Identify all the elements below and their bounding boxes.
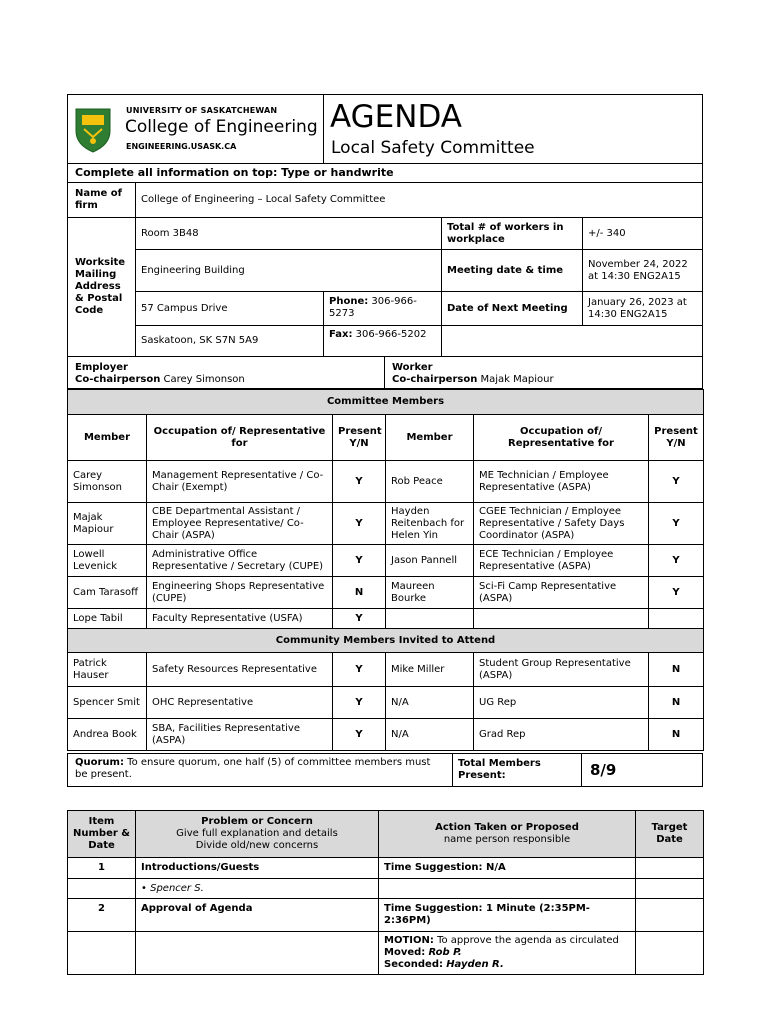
table-row (68, 719, 704, 751)
member-occupation: SBA, Facilities Representative (ASPA) (147, 719, 333, 751)
firm-label: Name of firm (67, 182, 136, 218)
moved-label: Moved: (384, 947, 426, 958)
member-present: N (649, 719, 704, 751)
agenda-table (67, 810, 704, 975)
firm-value: College of Engineering – Local Safety Committee (135, 182, 703, 218)
member-occupation: Faculty Representative (USFA) (147, 609, 333, 629)
member-name: Lowell Levenick (68, 545, 147, 577)
member-name (386, 609, 474, 629)
item-target (636, 899, 704, 932)
member-present: Y (333, 609, 386, 629)
table-row (68, 687, 704, 719)
fax-label: Fax: (329, 329, 353, 340)
college-website: ENGINEERING.USASK.CA (126, 142, 237, 151)
member-present: Y (333, 653, 386, 687)
next-meeting-value: January 26, 2023 at 14:30 ENG2A15 (582, 291, 703, 326)
col-target: Target Date (636, 811, 704, 858)
item-number: 2 (68, 899, 136, 932)
member-occupation: Grad Rep (474, 719, 649, 751)
member-present: N (649, 687, 704, 719)
university-name: UNIVERSITY OF SASKATCHEWAN (126, 106, 278, 115)
member-present: Y (333, 687, 386, 719)
table-row (68, 609, 704, 629)
member-occupation (474, 609, 649, 629)
member-name: Carey Simonson (68, 461, 147, 503)
blank-cell (441, 325, 703, 357)
item-problem: Introductions/Guests (136, 858, 379, 879)
workers-label: Total # of workers in workplace (441, 217, 583, 250)
employer-cochair-label: Co-chairperson (75, 374, 161, 385)
col-problem (136, 811, 379, 858)
item-number: 1 (68, 858, 136, 879)
phone-label: Phone: (329, 296, 369, 307)
total-members-value: 8/9 (581, 753, 703, 787)
table-row (68, 577, 704, 609)
member-occupation: UG Rep (474, 687, 649, 719)
quorum-text: To ensure quorum, one half (5) of committee members must be present. (75, 757, 431, 780)
col-action (379, 811, 636, 858)
item-target (636, 879, 704, 899)
next-meeting-label: Date of Next Meeting (441, 291, 583, 326)
col-present: Present Y/N (333, 415, 386, 461)
committee-heading: Committee Members (68, 390, 704, 415)
employer-cochair-cell (67, 356, 385, 389)
member-present: Y (333, 503, 386, 545)
worker-cochair-label: Co-chairperson (392, 374, 478, 385)
member-name: Mike Miller (386, 653, 474, 687)
member-occupation: ME Technician / Employee Representative (ASPA) (474, 461, 649, 503)
col-member-2: Member (386, 415, 474, 461)
quorum-label: Quorum: (75, 757, 124, 768)
member-occupation: Administrative Office Representative / Secretary (CUPE) (147, 545, 333, 577)
member-name: Cam Tarasoff (68, 577, 147, 609)
col-action-title: Action Taken or Proposed (435, 822, 579, 833)
member-occupation: ECE Technician / Employee Representative (ASPA) (474, 545, 649, 577)
agenda-row (68, 879, 704, 899)
committee-table (67, 389, 704, 751)
table-row (68, 503, 704, 545)
member-present: Y (333, 719, 386, 751)
motion-text: To approve the agenda as circulated (437, 935, 619, 946)
member-name: Maureen Bourke (386, 577, 474, 609)
item-action: Time Suggestion: N/A (379, 858, 636, 879)
item-bullet (136, 879, 379, 899)
worksite-label: Worksite Mailing Address & Postal Code (67, 217, 136, 357)
member-name: Majak Mapiour (68, 503, 147, 545)
workers-value: +/- 340 (582, 217, 703, 250)
col-present-2: Present Y/N (649, 415, 704, 461)
col-problem-sub1: Give full explanation and details (176, 828, 338, 839)
agenda-row (68, 858, 704, 879)
member-name: Lope Tabil (68, 609, 147, 629)
motion-label: MOTION: (384, 935, 434, 946)
item-number (68, 879, 136, 899)
item-action (379, 879, 636, 899)
member-present: Y (649, 577, 704, 609)
community-heading: Community Members Invited to Attend (68, 629, 704, 653)
member-occupation: CGEE Technician / Employee Representative / Safety Days Coordinator (ASPA) (474, 503, 649, 545)
member-occupation: Student Group Representative (ASPA) (474, 653, 649, 687)
member-name: Andrea Book (68, 719, 147, 751)
col-occupation-2: Occupation of/ Representative for (474, 415, 649, 461)
member-occupation: Engineering Shops Representative (CUPE) (147, 577, 333, 609)
member-present: Y (649, 461, 704, 503)
member-occupation: OHC Representative (147, 687, 333, 719)
col-occupation: Occupation of/ Representative for (147, 415, 333, 461)
item-target (636, 858, 704, 879)
member-present: Y (333, 461, 386, 503)
member-occupation: Management Representative / Co-Chair (Exempt) (147, 461, 333, 503)
item-number (68, 932, 136, 975)
seconded-name: Hayden R. (446, 959, 504, 970)
member-present: Y (333, 545, 386, 577)
fax-cell (323, 325, 442, 357)
worker-cochair-cell (384, 356, 703, 389)
building-value: Engineering Building (135, 249, 442, 292)
col-action-sub: name person responsible (443, 834, 571, 845)
member-present (649, 609, 704, 629)
member-present: Y (649, 545, 704, 577)
member-occupation: Safety Resources Representative (147, 653, 333, 687)
worker-cochair-name: Majak Mapiour (480, 374, 554, 385)
motion-cell (379, 932, 636, 975)
table-row (68, 461, 704, 503)
item-action: Time Suggestion: 1 Minute (2:35PM-2:36PM) (379, 899, 636, 932)
member-name: Patrick Hauser (68, 653, 147, 687)
member-present: Y (649, 503, 704, 545)
fax-value: 306-966-5202 (355, 329, 427, 340)
col-item: Item Number & Date (68, 811, 136, 858)
table-row (68, 653, 704, 687)
col-problem-sub2: Divide old/new concerns (195, 840, 319, 851)
phone-cell (323, 291, 442, 326)
member-name: N/A (386, 687, 474, 719)
item-problem: Approval of Agenda (136, 899, 379, 932)
col-member: Member (68, 415, 147, 461)
seconded-label: Seconded: (384, 959, 443, 970)
page-subtitle: Local Safety Committee (331, 138, 535, 158)
room-value: Room 3B48 (135, 217, 442, 250)
moved-name: Rob P. (428, 947, 462, 958)
item-problem (136, 932, 379, 975)
table-row (68, 545, 704, 577)
university-crest-icon (74, 107, 112, 153)
member-occupation: Sci-Fi Camp Representative (ASPA) (474, 577, 649, 609)
quorum-cell (67, 753, 453, 787)
meeting-value: November 24, 2022 at 14:30 ENG2A15 (582, 249, 703, 292)
member-name: Rob Peace (386, 461, 474, 503)
member-present: N (333, 577, 386, 609)
bullet-text: Spencer S. (150, 882, 204, 894)
page-title: AGENDA (330, 99, 462, 135)
college-name: College of Engineering (125, 117, 318, 137)
agenda-row (68, 932, 704, 975)
street-value: 57 Campus Drive (135, 291, 324, 326)
total-members-label: Total Members Present: (452, 753, 582, 787)
meeting-label: Meeting date & time (441, 249, 583, 292)
city-value: Saskatoon, SK S7N 5A9 (135, 325, 324, 357)
member-occupation: CBE Departmental Assistant / Employee Representative/ Co-Chair (ASPA) (147, 503, 333, 545)
instructions-text: Complete all information on top: Type or handwrite (67, 163, 703, 183)
employer-cochair-name: Carey Simonson (163, 374, 245, 385)
col-problem-title: Problem or Concern (201, 816, 313, 827)
member-name: Spencer Smit (68, 687, 147, 719)
member-name: Jason Pannell (386, 545, 474, 577)
item-target (636, 932, 704, 975)
member-present: N (649, 653, 704, 687)
member-name: N/A (386, 719, 474, 751)
member-name: Hayden Reitenbach for Helen Yin (386, 503, 474, 545)
employer-label: Employer (75, 362, 128, 373)
worker-label: Worker (392, 362, 433, 373)
bullet-icon: • (141, 882, 147, 894)
phone-value: 306-966-5273 (329, 296, 417, 319)
agenda-row (68, 899, 704, 932)
